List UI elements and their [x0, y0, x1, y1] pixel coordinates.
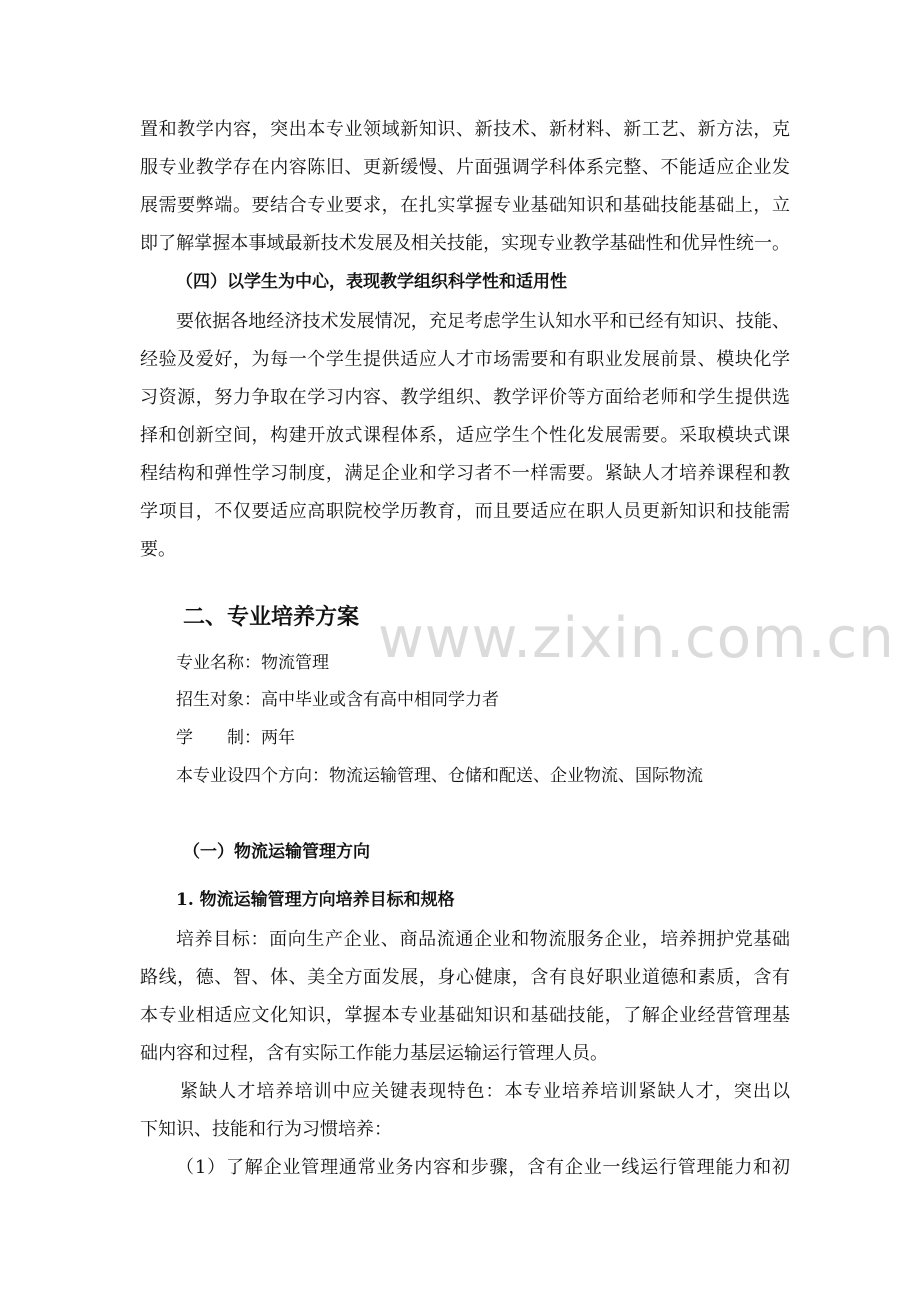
paragraph-2-line-7: 要。: [140, 539, 176, 560]
paragraph-2-line-1: 要依据各地经济技术发展情况，充足考虑学生认知水平和已经有知识、技能、: [176, 311, 790, 332]
paragraph-2-line-2: 经验及爱好，为每一个学生提供适应人才市场需要和有职业发展前景、模块化学: [140, 349, 790, 370]
paragraph-1-line-4: 即了解掌握本事域最新技术发展及相关技能，实现专业教学基础性和优异性统一。: [140, 233, 790, 254]
paragraph-1-line-3: 展需要弊端。要结合专业要求，在扎实掌握专业基础知识和基础技能基础上，立: [140, 195, 790, 216]
paragraph-3-line-2: 路线，德、智、体、美全方面发展，身心健康，含有良好职业道德和素质，含有: [140, 967, 790, 988]
paragraph-2-line-6: 学项目，不仅要适应高职院校学历教育，而且要适应在职人员更新知识和技能需: [140, 501, 790, 522]
paragraph-1-line-2: 服专业教学存在内容陈旧、更新缓慢、片面强调学科体系完整、不能适应企业发: [140, 157, 790, 178]
section-2-heading: 二、专业培养方案: [183, 605, 360, 630]
paragraph-1-line-1: 置和教学内容，突出本专业领域新知识、新技术、新材料、新工艺、新方法，克: [140, 119, 790, 140]
paragraph-2-line-5: 程结构和弹性学习制度，满足企业和学习者不一样需要。紧缺人才培养课程和教: [140, 463, 790, 484]
paragraph-2-line-3: 习资源，努力争取在学习内容、教学组织、教学评价等方面给老师和学生提供选: [140, 387, 790, 408]
paragraph-3-line-4: 础内容和过程，含有实际工作能力基层运输运行管理人员。: [140, 1043, 608, 1064]
subsection-1-heading: 1. 物流运输管理方向培养目标和规格: [176, 890, 455, 910]
paragraph-3-line-3: 本专业相适应文化知识，掌握本专业基础知识和基础技能，了解企业经营管理基: [140, 1005, 790, 1026]
program-enrollment: 招生对象：高中毕业或含有高中相同学力者: [176, 690, 499, 710]
paragraph-3-line-1: 培养目标：面向生产企业、商品流通企业和物流服务企业，培养拥护党基础: [176, 929, 790, 950]
program-directions: 本专业设四个方向：物流运输管理、仓储和配送、企业物流、国际物流: [176, 766, 703, 786]
program-duration: 学 制：两年: [176, 728, 295, 748]
section-4-heading: （四）以学生为中心，表现教学组织科学性和适用性: [176, 272, 567, 292]
direction-1-heading: （一）物流运输管理方向: [183, 842, 370, 862]
paragraph-4-line-1: 紧缺人才培养培训中应关键表现特色：本专业培养培训紧缺人才，突出以: [180, 1081, 790, 1102]
paragraph-4-line-2: 下知识、技能和行为习惯培养：: [140, 1119, 392, 1140]
paragraph-5-line-1: （1）了解企业管理通常业务内容和步骤，含有企业一线运行管理能力和初: [176, 1157, 790, 1178]
watermark: www.zixin.com.cn: [378, 606, 895, 671]
program-major: 专业名称：物流管理: [176, 653, 329, 673]
paragraph-2-line-4: 择和创新空间，构建开放式课程体系，适应学生个性化发展需要。采取模块式课: [140, 425, 790, 446]
